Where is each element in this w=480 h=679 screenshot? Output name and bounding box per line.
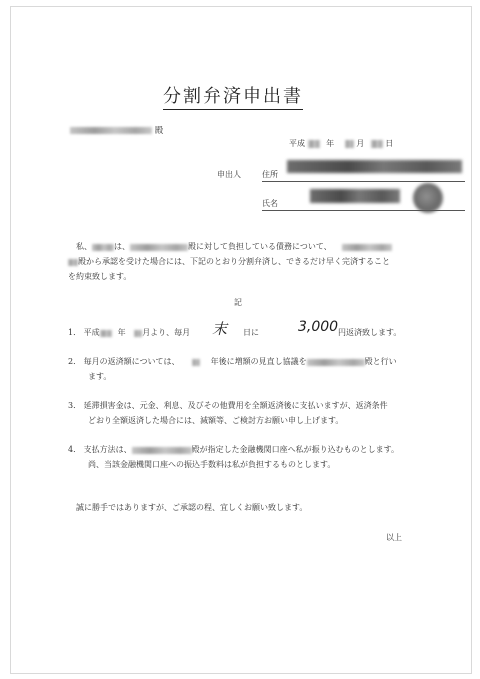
date-day-unit: 日 [385, 139, 394, 148]
handwritten-amount: 3,000 [298, 319, 339, 335]
address-label: 住所 [262, 170, 278, 179]
redacted-name [310, 185, 400, 204]
item-1-tail: 円返済致します。 [338, 328, 402, 337]
applicant-label: 申出人 [217, 170, 241, 179]
addressee-line [70, 124, 163, 136]
date-line [289, 138, 393, 149]
addressee-suffix: 殿 [154, 126, 164, 136]
body-line-3: を約束致します。 [68, 272, 132, 281]
document-title: 分割弁済申出書 [163, 82, 303, 110]
name-label: 氏名 [262, 199, 278, 208]
closing-text: 誠に勝手ではありますが、ご承認の程、宜しくお願い致します。 [76, 503, 308, 512]
item-2-cont: ます。 [88, 372, 112, 381]
redacted-year [308, 140, 320, 148]
address-underline [262, 181, 465, 182]
ki-heading: 記 [234, 298, 242, 307]
item-1-day-unit: 日に [243, 328, 259, 337]
item-3-cont: どおり全額返済した場合には、減額等、ご検討方お願い申し上げます。 [88, 416, 344, 425]
redacted-applicant-name [92, 244, 114, 251]
item-2: 2． 毎月の返済額については、 年後に増額の見直し協議を 殿と行い [68, 357, 397, 366]
redacted-creditor-name [130, 244, 188, 251]
redacted-month [345, 140, 354, 148]
body-line-1: 私、 は、 殿に対して負担している債務について、 [76, 241, 392, 252]
handwritten-day: 末 [212, 320, 228, 338]
item-1: 1． 平成 年 月より、毎月 [68, 328, 191, 337]
redacted-creditor-name-2 [342, 244, 392, 251]
item-4-cont: 尚、当該金融機関口座への振込手数料は私が負担するものとします。 [88, 460, 336, 469]
date-era: 平成 [289, 139, 305, 148]
redacted-day [371, 140, 383, 148]
date-year-unit: 年 [326, 139, 335, 148]
redacted-address [287, 156, 462, 175]
name-underline [262, 210, 465, 211]
date-month-unit: 月 [356, 139, 365, 148]
item-3: 3． 延滞損害金は、元金、利息、及びその他費用を全額返済後に支払いますが、返済条件 [68, 401, 388, 410]
redacted-addressee [70, 127, 152, 134]
end-mark: 以上 [386, 533, 402, 542]
item-4: 4． 支払方法は、 殿が指定した金融機関口座へ私が振り込むものとします。 [68, 445, 399, 454]
body-line-2: 殿から承認を受けた場合には、下記のとおり分割弁済し、できるだけ早く完済すること [68, 256, 390, 267]
seal-stamp [413, 183, 443, 213]
